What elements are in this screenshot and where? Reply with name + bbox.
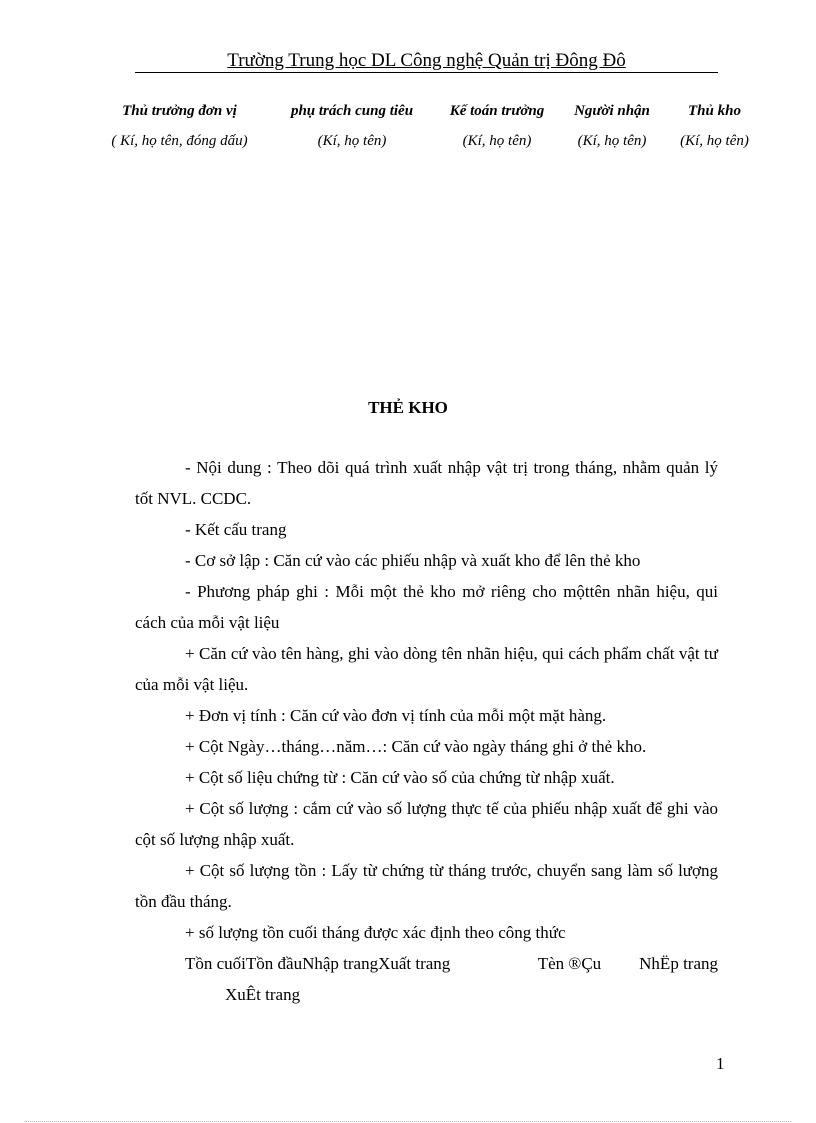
paragraph: + Cột Ngày…tháng…năm…: Căn cứ vào ngày tháng ghi ở thẻ kho. (185, 737, 647, 756)
signature-notes-row (92, 133, 762, 150)
formula-line (135, 948, 718, 979)
signature-titles-row (92, 103, 762, 120)
document-title: THẺ KHO (368, 398, 448, 417)
paragraph: + Cột số lượng : cắm cứ vào số lượng thực tế của phiếu nhập xuất để ghi vào cột số lượng nhập xuất. (135, 799, 718, 849)
formula-left: Tồn cuốiTồn đầuNhập trangXuất trang (185, 954, 451, 973)
signature-note-receiver: (Kí, họ tên) (577, 133, 647, 149)
signature-note-supply: (Kí, họ tên) (317, 133, 387, 149)
paragraph: + Căn cứ vào tên hàng, ghi vào dòng tên nhãn hiệu, qui cách phẩm chất vật tư của mỗi vật liệu. (135, 644, 718, 694)
paragraph: - Phương pháp ghi : Mỗi một thẻ kho mở riêng cho mộttên nhãn hiệu, qui cách của mỗi vật liệu (135, 582, 718, 632)
signature-title-receiver: Người nhận (574, 103, 650, 119)
signature-title-head: Thủ trưởng đơn vị (122, 103, 237, 119)
formula-line-2: XuÊt trang (225, 985, 301, 1004)
page-number: 1 (716, 1054, 725, 1073)
signature-title-accountant: Kế toán trưởng (449, 103, 545, 119)
paragraph: + Cột số lượng tồn : Lấy từ chứng từ tháng trước, chuyển sang làm số lượng tồn đầu tháng. (135, 861, 718, 911)
signature-note-accountant: (Kí, họ tên) (462, 133, 532, 149)
paragraph: + Cột số liệu chứng từ : Căn cứ vào số của chứng từ nhập xuất. (185, 768, 615, 787)
signature-title-supply: phụ trách cung tiêu (290, 103, 414, 119)
paragraph: - Nội dung : Theo dõi quá trình xuất nhập vật trị trong tháng, nhằm quản lý tốt NVL. CCDC. (135, 458, 718, 508)
formula-middle: Tèn ®Çu (537, 954, 602, 973)
document-body (135, 452, 718, 1010)
school-header (135, 50, 718, 73)
school-name: Trường Trung học DL Công nghệ Quản trị Đông Đô (227, 50, 626, 71)
paragraph: - Cơ sở lập : Căn cứ vào các phiếu nhập và xuất kho để lên thẻ kho (185, 551, 641, 570)
paragraph: + Đơn vị tính : Căn cứ vào đơn vị tính của mỗi một mặt hàng. (185, 706, 607, 725)
page-footer-divider (25, 1121, 791, 1122)
paragraph: - Kết cấu trang (185, 520, 287, 539)
formula-right: NhËp trang (639, 954, 718, 973)
signature-note-storekeeper: (Kí, họ tên) (680, 133, 749, 149)
signature-note-head: ( Kí, họ tên, đóng dấu) (111, 133, 248, 149)
paragraph: + số lượng tồn cuối tháng được xác định theo công thức (185, 923, 566, 942)
signature-title-storekeeper: Thủ kho (688, 103, 741, 119)
